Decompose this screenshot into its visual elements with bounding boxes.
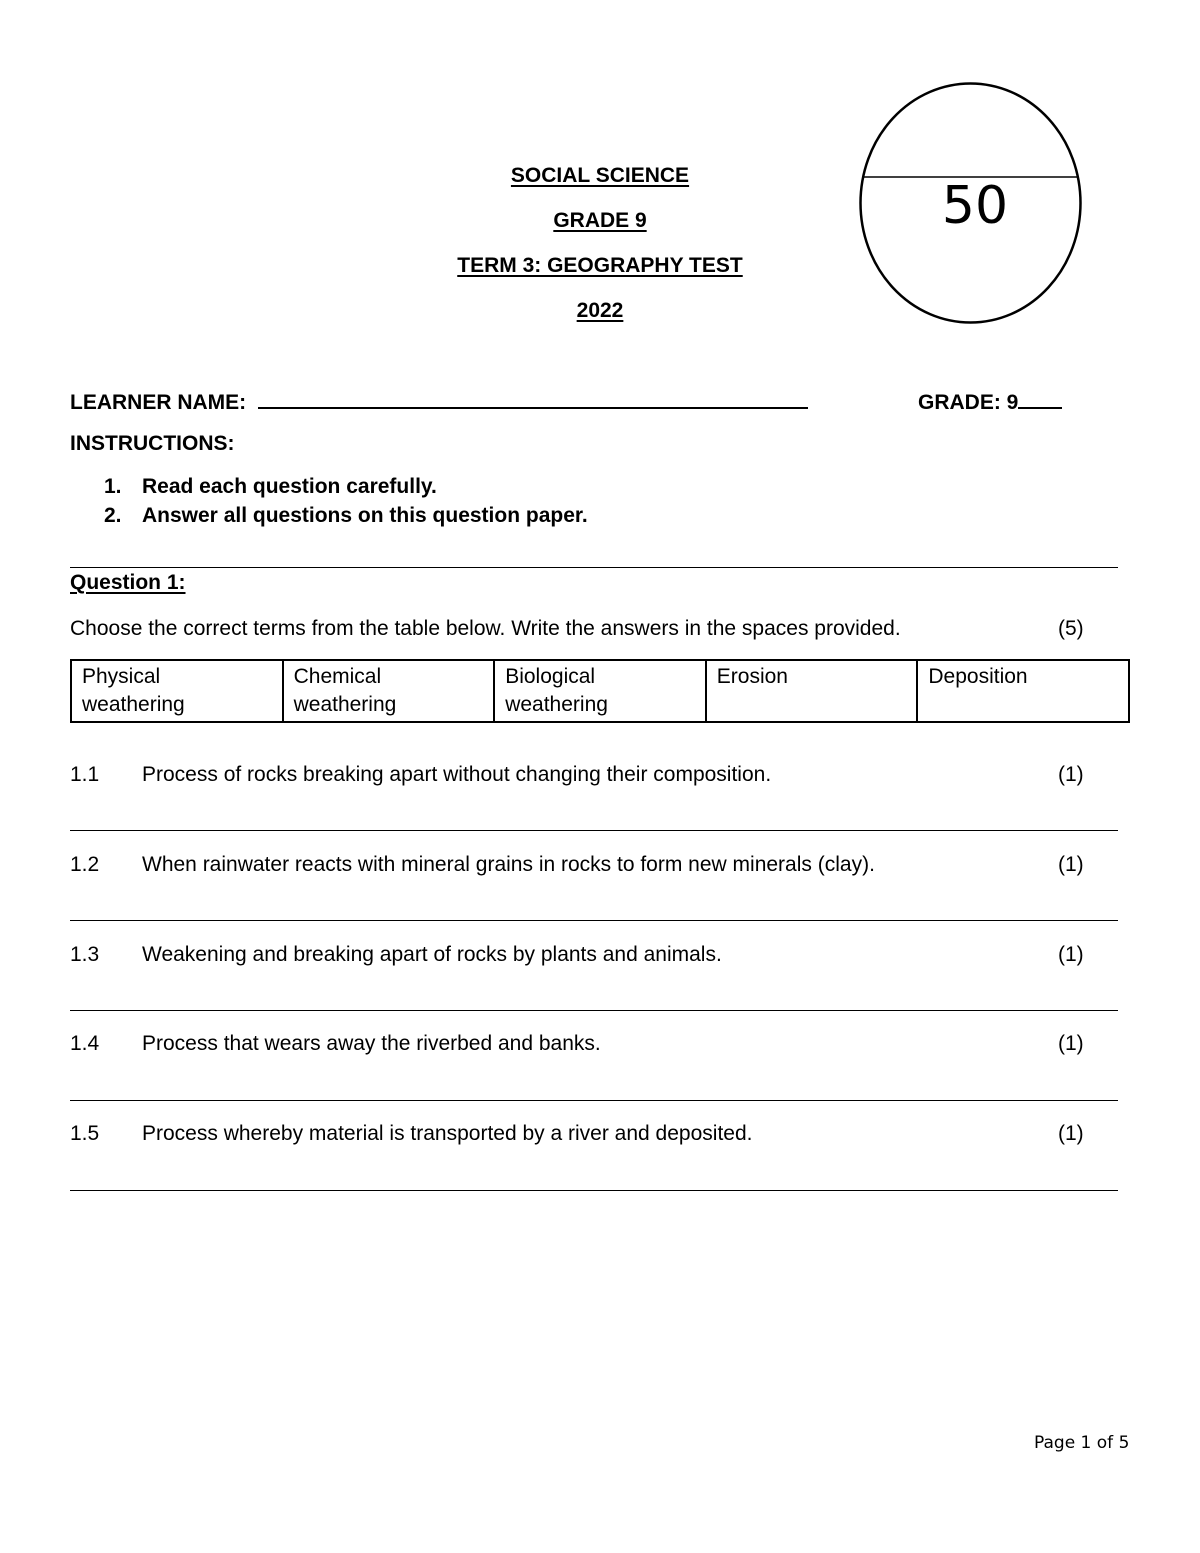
term-line: Physical bbox=[82, 665, 161, 688]
subject-heading: SOCIAL SCIENCE bbox=[510, 164, 690, 187]
term-line: weathering bbox=[505, 693, 608, 716]
term-line: weathering bbox=[293, 693, 397, 716]
instruction-item bbox=[104, 475, 437, 499]
grade-blank[interactable] bbox=[1018, 389, 1062, 409]
sub-question-marks: (1) bbox=[1058, 853, 1084, 876]
term-cell bbox=[283, 660, 495, 722]
sub-question-number: 1.4 bbox=[70, 1032, 100, 1055]
answer-line[interactable] bbox=[70, 1010, 1118, 1011]
sub-question-text: Weakening and breaking apart of rocks by plants and animals. bbox=[142, 943, 722, 966]
term-line: Biological bbox=[505, 665, 596, 688]
sub-question-marks: (1) bbox=[1058, 763, 1084, 786]
term-cell bbox=[494, 660, 706, 722]
grade-field bbox=[918, 389, 1062, 415]
sub-question-number: 1.5 bbox=[70, 1122, 100, 1145]
section-divider bbox=[70, 567, 1118, 568]
instruction-item bbox=[104, 504, 588, 528]
question-1-title: Question 1: bbox=[70, 571, 186, 594]
sub-question-number: 1.3 bbox=[70, 943, 100, 966]
score-total: 50 bbox=[941, 176, 1009, 236]
question-1-instruction: Choose the correct terms from the table below. Write the answers in the spaces provided. bbox=[70, 617, 901, 640]
sub-question-marks: (1) bbox=[1058, 1032, 1084, 1055]
learner-name-label: LEARNER NAME: bbox=[70, 391, 247, 414]
term-cell bbox=[706, 660, 918, 722]
year-heading: 2022 bbox=[576, 299, 624, 322]
grade-label: GRADE: 9 bbox=[918, 391, 1019, 414]
term-line: Deposition bbox=[928, 665, 1028, 688]
instruction-text: Read each question carefully. bbox=[142, 475, 437, 498]
answer-line[interactable] bbox=[70, 1190, 1118, 1191]
question-1-total-marks: (5) bbox=[1058, 617, 1084, 640]
term-cell bbox=[917, 660, 1129, 722]
instruction-number: 2. bbox=[104, 504, 122, 527]
sub-question-number: 1.2 bbox=[70, 853, 100, 876]
sub-question-text: Process whereby material is transported by a river and deposited. bbox=[142, 1122, 753, 1145]
term-line: Chemical bbox=[293, 665, 382, 688]
page-number: Page 1 of 5 bbox=[1034, 1433, 1130, 1453]
instruction-number: 1. bbox=[104, 475, 122, 498]
sub-question-marks: (1) bbox=[1058, 1122, 1084, 1145]
sub-question-text: Process of rocks breaking apart without changing their composition. bbox=[142, 763, 772, 786]
sub-question-number: 1.1 bbox=[70, 763, 100, 786]
sub-question-text: Process that wears away the riverbed and banks. bbox=[142, 1032, 601, 1055]
sub-question-text: When rainwater reacts with mineral grains in rocks to form new minerals (clay). bbox=[142, 853, 875, 876]
answer-line[interactable] bbox=[70, 920, 1118, 921]
sub-question-marks: (1) bbox=[1058, 943, 1084, 966]
term-line: Erosion bbox=[716, 665, 788, 688]
term-line: weathering bbox=[82, 693, 185, 716]
term-cell bbox=[71, 660, 283, 722]
instructions-title: INSTRUCTIONS: bbox=[70, 432, 235, 455]
instruction-text: Answer all questions on this question paper. bbox=[142, 504, 588, 527]
answer-line[interactable] bbox=[70, 1100, 1118, 1101]
terms-table bbox=[70, 659, 1130, 723]
grade-heading: GRADE 9 bbox=[553, 209, 647, 232]
answer-line[interactable] bbox=[70, 830, 1118, 831]
term-heading: TERM 3: GEOGRAPHY TEST bbox=[457, 254, 743, 277]
terms-row bbox=[71, 660, 1129, 722]
learner-name-row bbox=[70, 389, 808, 415]
learner-name-blank[interactable] bbox=[258, 389, 808, 409]
